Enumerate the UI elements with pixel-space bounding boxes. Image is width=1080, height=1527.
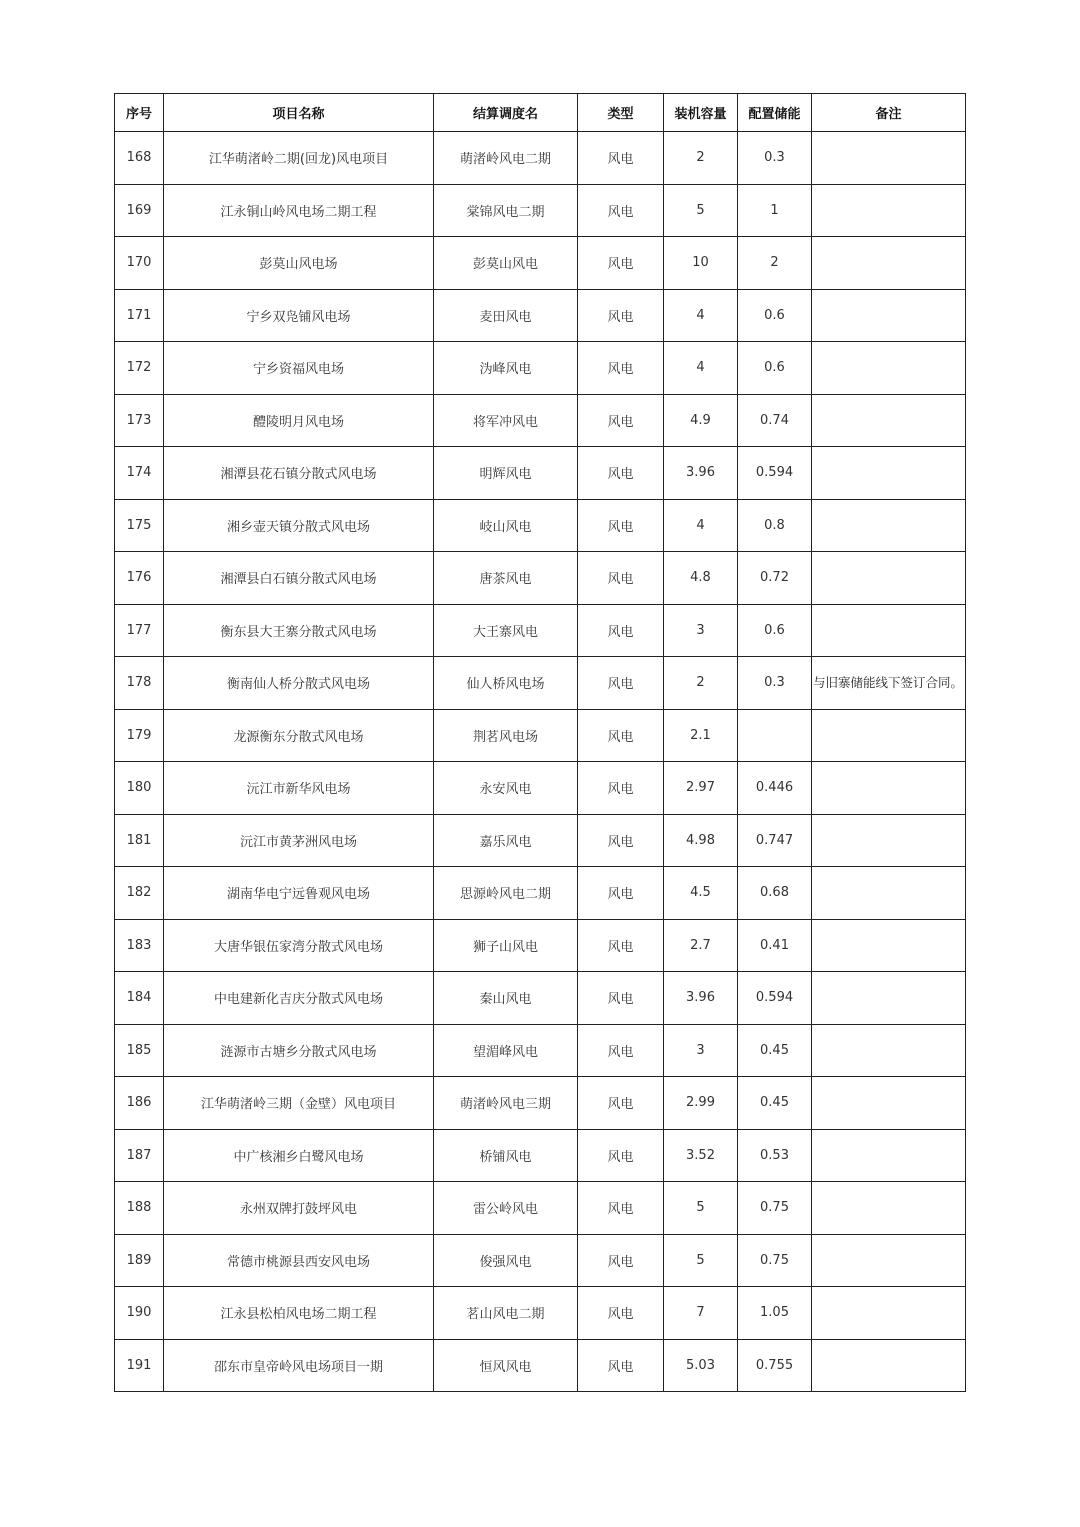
table-body (115, 132, 966, 1392)
cell-capacity: 5 (664, 1182, 738, 1235)
cell-type: 风电 (578, 762, 664, 815)
cell-capacity: 3 (664, 604, 738, 657)
cell-capacity: 4.9 (664, 394, 738, 447)
table-row (115, 237, 966, 290)
cell-index: 172 (115, 342, 164, 395)
table-row (115, 499, 966, 552)
cell-dispatch-name: 沩峰风电 (434, 342, 578, 395)
cell-dispatch-name: 雷公岭风电 (434, 1182, 578, 1235)
cell-type: 风电 (578, 1234, 664, 1287)
cell-dispatch-name: 明辉风电 (434, 447, 578, 500)
cell-type: 风电 (578, 604, 664, 657)
table-row (115, 1287, 966, 1340)
cell-capacity: 4.5 (664, 867, 738, 920)
cell-capacity: 4 (664, 499, 738, 552)
cell-dispatch-name: 荆茗风电场 (434, 709, 578, 762)
cell-dispatch-name: 狮子山风电 (434, 919, 578, 972)
cell-dispatch-name: 棠锦风电二期 (434, 184, 578, 237)
cell-project-name: 沅江市新华风电场 (164, 762, 434, 815)
cell-storage: 0.74 (738, 394, 812, 447)
cell-dispatch-name: 仙人桥风电场 (434, 657, 578, 710)
cell-project-name: 江华萌渚岭二期(回龙)风电项目 (164, 132, 434, 185)
cell-project-name: 沅江市黄茅洲风电场 (164, 814, 434, 867)
cell-remarks (812, 1234, 966, 1287)
table-row (115, 342, 966, 395)
cell-remarks (812, 709, 966, 762)
cell-storage: 0.594 (738, 447, 812, 500)
cell-project-name: 江永县松柏风电场二期工程 (164, 1287, 434, 1340)
cell-remarks (812, 394, 966, 447)
cell-remarks (812, 184, 966, 237)
cell-storage: 0.68 (738, 867, 812, 920)
cell-capacity: 2.1 (664, 709, 738, 762)
cell-storage: 1 (738, 184, 812, 237)
cell-index: 175 (115, 499, 164, 552)
header-dispatch-name: 结算调度名 (434, 94, 578, 132)
header-storage: 配置储能 (738, 94, 812, 132)
table-row (115, 447, 966, 500)
cell-type: 风电 (578, 394, 664, 447)
cell-index: 189 (115, 1234, 164, 1287)
cell-index: 182 (115, 867, 164, 920)
cell-type: 风电 (578, 814, 664, 867)
table-row (115, 1077, 966, 1130)
cell-remarks (812, 552, 966, 605)
cell-index: 187 (115, 1129, 164, 1182)
cell-type: 风电 (578, 552, 664, 605)
cell-dispatch-name: 永安风电 (434, 762, 578, 815)
project-table (114, 93, 966, 1392)
table-row (115, 1024, 966, 1077)
cell-type: 风电 (578, 1077, 664, 1130)
cell-remarks (812, 762, 966, 815)
cell-index: 180 (115, 762, 164, 815)
cell-remarks (812, 1129, 966, 1182)
cell-storage: 0.45 (738, 1077, 812, 1130)
cell-index: 190 (115, 1287, 164, 1340)
cell-dispatch-name: 彭莫山风电 (434, 237, 578, 290)
cell-storage: 0.6 (738, 342, 812, 395)
cell-capacity: 5.03 (664, 1339, 738, 1392)
cell-dispatch-name: 麦田风电 (434, 289, 578, 342)
cell-storage: 0.446 (738, 762, 812, 815)
cell-type: 风电 (578, 1339, 664, 1392)
table-row (115, 1182, 966, 1235)
cell-project-name: 宁乡资福风电场 (164, 342, 434, 395)
header-index: 序号 (115, 94, 164, 132)
cell-dispatch-name: 萌渚岭风电三期 (434, 1077, 578, 1130)
cell-remarks (812, 867, 966, 920)
cell-project-name: 常德市桃源县西安风电场 (164, 1234, 434, 1287)
cell-type: 风电 (578, 184, 664, 237)
table-row (115, 1234, 966, 1287)
table-row (115, 762, 966, 815)
cell-remarks (812, 972, 966, 1025)
cell-index: 178 (115, 657, 164, 710)
cell-dispatch-name: 将军冲风电 (434, 394, 578, 447)
table-row (115, 1339, 966, 1392)
cell-remarks (812, 1182, 966, 1235)
cell-project-name: 湖南华电宁远鲁观风电场 (164, 867, 434, 920)
cell-index: 188 (115, 1182, 164, 1235)
cell-storage: 0.594 (738, 972, 812, 1025)
table-row (115, 184, 966, 237)
header-row (115, 94, 966, 132)
table-row (115, 394, 966, 447)
cell-type: 风电 (578, 499, 664, 552)
cell-dispatch-name: 萌渚岭风电二期 (434, 132, 578, 185)
cell-storage: 0.72 (738, 552, 812, 605)
cell-type: 风电 (578, 867, 664, 920)
cell-dispatch-name: 唐茶风电 (434, 552, 578, 605)
cell-project-name: 彭莫山风电场 (164, 237, 434, 290)
cell-storage: 0.8 (738, 499, 812, 552)
cell-dispatch-name: 思源岭风电二期 (434, 867, 578, 920)
cell-remarks (812, 237, 966, 290)
cell-capacity: 3 (664, 1024, 738, 1077)
cell-dispatch-name: 恒风风电 (434, 1339, 578, 1392)
table-row (115, 814, 966, 867)
cell-project-name: 衡南仙人桥分散式风电场 (164, 657, 434, 710)
cell-index: 169 (115, 184, 164, 237)
cell-capacity: 3.96 (664, 447, 738, 500)
cell-remarks (812, 1024, 966, 1077)
cell-project-name: 衡东县大王寨分散式风电场 (164, 604, 434, 657)
cell-storage: 0.3 (738, 132, 812, 185)
cell-remarks (812, 919, 966, 972)
cell-storage: 2 (738, 237, 812, 290)
cell-index: 191 (115, 1339, 164, 1392)
cell-dispatch-name: 秦山风电 (434, 972, 578, 1025)
cell-capacity: 2.7 (664, 919, 738, 972)
cell-remarks: 与旧寨储能线下签订合同。 (812, 657, 966, 710)
cell-storage: 0.75 (738, 1234, 812, 1287)
cell-type: 风电 (578, 1129, 664, 1182)
cell-capacity: 5 (664, 184, 738, 237)
cell-remarks (812, 447, 966, 500)
cell-storage: 0.41 (738, 919, 812, 972)
cell-index: 185 (115, 1024, 164, 1077)
cell-type: 风电 (578, 289, 664, 342)
table-row (115, 604, 966, 657)
header-remarks: 备注 (812, 94, 966, 132)
cell-index: 170 (115, 237, 164, 290)
cell-project-name: 大唐华银伍家湾分散式风电场 (164, 919, 434, 972)
cell-storage: 0.6 (738, 289, 812, 342)
cell-remarks (812, 814, 966, 867)
cell-index: 179 (115, 709, 164, 762)
cell-capacity: 3.96 (664, 972, 738, 1025)
cell-storage: 0.75 (738, 1182, 812, 1235)
cell-project-name: 涟源市古塘乡分散式风电场 (164, 1024, 434, 1077)
cell-index: 184 (115, 972, 164, 1025)
cell-type: 风电 (578, 237, 664, 290)
cell-remarks (812, 1287, 966, 1340)
cell-dispatch-name: 桥铺风电 (434, 1129, 578, 1182)
cell-project-name: 龙源衡东分散式风电场 (164, 709, 434, 762)
cell-dispatch-name: 望湄峰风电 (434, 1024, 578, 1077)
table-row (115, 867, 966, 920)
cell-project-name: 中电建新化吉庆分散式风电场 (164, 972, 434, 1025)
cell-dispatch-name: 俊强风电 (434, 1234, 578, 1287)
cell-capacity: 4.98 (664, 814, 738, 867)
cell-dispatch-name: 嘉乐风电 (434, 814, 578, 867)
table-row (115, 709, 966, 762)
cell-type: 风电 (578, 447, 664, 500)
cell-project-name: 湘潭县花石镇分散式风电场 (164, 447, 434, 500)
table-row (115, 289, 966, 342)
table-row (115, 919, 966, 972)
cell-storage: 0.53 (738, 1129, 812, 1182)
header-project-name: 项目名称 (164, 94, 434, 132)
cell-project-name: 湘乡壶天镇分散式风电场 (164, 499, 434, 552)
cell-index: 168 (115, 132, 164, 185)
table-row (115, 972, 966, 1025)
header-capacity: 装机容量 (664, 94, 738, 132)
cell-remarks (812, 289, 966, 342)
cell-remarks (812, 132, 966, 185)
cell-index: 173 (115, 394, 164, 447)
table-row (115, 657, 966, 710)
cell-capacity: 2.99 (664, 1077, 738, 1130)
cell-type: 风电 (578, 132, 664, 185)
cell-project-name: 湘潭县白石镇分散式风电场 (164, 552, 434, 605)
cell-capacity: 2 (664, 657, 738, 710)
cell-index: 171 (115, 289, 164, 342)
cell-capacity: 3.52 (664, 1129, 738, 1182)
cell-remarks (812, 1077, 966, 1130)
cell-capacity: 7 (664, 1287, 738, 1340)
cell-project-name: 江华萌渚岭三期（金壁）风电项目 (164, 1077, 434, 1130)
cell-type: 风电 (578, 972, 664, 1025)
cell-type: 风电 (578, 1182, 664, 1235)
cell-type: 风电 (578, 1287, 664, 1340)
cell-capacity: 10 (664, 237, 738, 290)
cell-project-name: 邵东市皇帝岭风电场项目一期 (164, 1339, 434, 1392)
cell-storage: 0.755 (738, 1339, 812, 1392)
cell-remarks (812, 604, 966, 657)
cell-storage: 0.45 (738, 1024, 812, 1077)
header-type: 类型 (578, 94, 664, 132)
cell-dispatch-name: 岐山风电 (434, 499, 578, 552)
cell-project-name: 宁乡双凫铺风电场 (164, 289, 434, 342)
table-row (115, 132, 966, 185)
cell-index: 176 (115, 552, 164, 605)
cell-type: 风电 (578, 342, 664, 395)
cell-remarks (812, 499, 966, 552)
cell-capacity: 2 (664, 132, 738, 185)
cell-index: 177 (115, 604, 164, 657)
cell-project-name: 江永铜山岭风电场二期工程 (164, 184, 434, 237)
cell-project-name: 永州双牌打鼓坪风电 (164, 1182, 434, 1235)
cell-remarks (812, 342, 966, 395)
cell-index: 186 (115, 1077, 164, 1130)
cell-project-name: 中广核湘乡白鹭风电场 (164, 1129, 434, 1182)
cell-capacity: 2.97 (664, 762, 738, 815)
cell-capacity: 5 (664, 1234, 738, 1287)
cell-index: 181 (115, 814, 164, 867)
cell-remarks (812, 1339, 966, 1392)
cell-index: 183 (115, 919, 164, 972)
cell-capacity: 4 (664, 342, 738, 395)
cell-capacity: 4 (664, 289, 738, 342)
cell-storage: 0.6 (738, 604, 812, 657)
table-row (115, 552, 966, 605)
cell-type: 风电 (578, 919, 664, 972)
cell-type: 风电 (578, 709, 664, 762)
cell-type: 风电 (578, 1024, 664, 1077)
cell-dispatch-name: 茗山风电二期 (434, 1287, 578, 1340)
table-row (115, 1129, 966, 1182)
cell-storage: 1.05 (738, 1287, 812, 1340)
cell-storage: 0.3 (738, 657, 812, 710)
cell-storage (738, 709, 812, 762)
cell-dispatch-name: 大王寨风电 (434, 604, 578, 657)
cell-index: 174 (115, 447, 164, 500)
cell-capacity: 4.8 (664, 552, 738, 605)
cell-storage: 0.747 (738, 814, 812, 867)
cell-type: 风电 (578, 657, 664, 710)
cell-project-name: 醴陵明月风电场 (164, 394, 434, 447)
